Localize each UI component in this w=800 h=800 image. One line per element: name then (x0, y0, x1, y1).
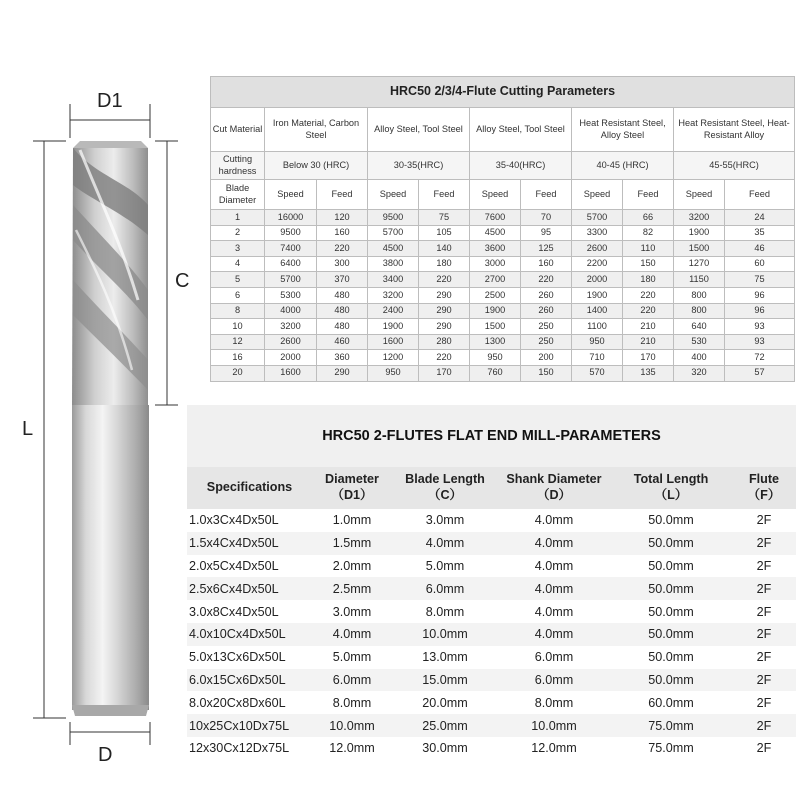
feed-cell: 72 (725, 350, 795, 366)
total-length-cell: 50.0mm (610, 646, 732, 669)
feed-cell: 290 (419, 319, 470, 335)
spec-cell: 8.0x20Cx8Dx60L (187, 691, 312, 714)
cut-material-label: Cut Material (211, 108, 265, 152)
feed-cell: 260 (521, 287, 572, 303)
feed-cell: 180 (623, 272, 674, 288)
diameter-cell: 3.0mm (312, 600, 392, 623)
feed-header: Feed (419, 180, 470, 210)
diameter-cell: 1.5mm (312, 532, 392, 555)
column-header (187, 467, 312, 509)
speed-cell: 2000 (572, 272, 623, 288)
l-label: L (22, 418, 34, 440)
speed-cell: 1600 (368, 334, 419, 350)
parameter-row (211, 225, 795, 241)
l-dimension-line (33, 141, 66, 718)
spec-cell: 5.0x13Cx6Dx50L (187, 646, 312, 669)
flute-cell: 2F (732, 600, 796, 623)
speed-cell: 2500 (470, 287, 521, 303)
blade-length-cell: 25.0mm (392, 714, 498, 737)
speed-cell: 1600 (265, 365, 317, 381)
table-row (187, 532, 796, 555)
speed-header: Speed (368, 180, 419, 210)
parameter-row (211, 319, 795, 335)
column-header (498, 467, 610, 509)
shank-diameter-cell: 8.0mm (498, 691, 610, 714)
table-row (187, 691, 796, 714)
speed-cell: 3400 (368, 272, 419, 288)
speed-cell: 3200 (265, 319, 317, 335)
material-cell: Iron Material, Carbon Steel (265, 108, 368, 152)
diameter-cell: 8.0mm (312, 691, 392, 714)
material-cell: Heat Resistant Steel, Alloy Steel (572, 108, 674, 152)
end-mill-parameters-table (187, 467, 796, 760)
feed-cell: 35 (725, 225, 795, 241)
total-length-cell: 50.0mm (610, 532, 732, 555)
blade-diameter-label: Blade Diameter (211, 180, 265, 210)
table-row (187, 600, 796, 623)
speed-cell: 800 (674, 303, 725, 319)
feed-cell: 93 (725, 319, 795, 335)
diameter-cell: 1.0mm (312, 509, 392, 532)
feed-cell: 290 (419, 287, 470, 303)
feed-cell: 135 (623, 365, 674, 381)
column-header-symbol: （L） (654, 488, 688, 502)
feed-cell: 220 (623, 287, 674, 303)
table-row (187, 509, 796, 532)
feed-cell: 210 (623, 319, 674, 335)
spec-cell: 1.0x3Cx4Dx50L (187, 509, 312, 532)
feed-cell: 24 (725, 210, 795, 226)
column-header (610, 467, 732, 509)
table-row (187, 714, 796, 737)
speed-cell: 2600 (265, 334, 317, 350)
feed-cell: 200 (521, 350, 572, 366)
feed-cell: 360 (317, 350, 368, 366)
shank-diameter-cell: 6.0mm (498, 646, 610, 669)
column-header-label: Shank Diameter (506, 472, 602, 487)
spec-cell: 1.5x4Cx4Dx50L (187, 532, 312, 555)
speed-header: Speed (674, 180, 725, 210)
blade-diameter-cell: 3 (211, 241, 265, 257)
total-length-cell: 50.0mm (610, 623, 732, 646)
flute-cell: 2F (732, 691, 796, 714)
speed-cell: 1900 (674, 225, 725, 241)
feed-cell: 210 (623, 334, 674, 350)
feed-header: Feed (521, 180, 572, 210)
table-row (187, 669, 796, 692)
feed-cell: 460 (317, 334, 368, 350)
parameter-row (211, 241, 795, 257)
column-header (732, 467, 796, 509)
flute-cell: 2F (732, 577, 796, 600)
shank-diameter-cell: 4.0mm (498, 532, 610, 555)
total-length-cell: 50.0mm (610, 669, 732, 692)
blade-length-cell: 6.0mm (392, 577, 498, 600)
cutting-parameters-table (210, 76, 795, 382)
feed-cell: 75 (725, 272, 795, 288)
d-dimension-line (70, 722, 150, 745)
speed-cell: 1900 (368, 319, 419, 335)
feed-cell: 250 (521, 319, 572, 335)
column-header-symbol: （D1） (331, 488, 373, 502)
blade-diameter-cell: 8 (211, 303, 265, 319)
speed-cell: 320 (674, 365, 725, 381)
speed-cell: 530 (674, 334, 725, 350)
speed-cell: 3200 (674, 210, 725, 226)
blade-diameter-cell: 4 (211, 256, 265, 272)
speed-cell: 7600 (470, 210, 521, 226)
speed-cell: 9500 (368, 210, 419, 226)
speed-cell: 2200 (572, 256, 623, 272)
flute-cell: 2F (732, 555, 796, 578)
speed-cell: 2400 (368, 303, 419, 319)
speed-cell: 3300 (572, 225, 623, 241)
speed-cell: 1500 (470, 319, 521, 335)
blade-length-cell: 8.0mm (392, 600, 498, 623)
flute-cell: 2F (732, 714, 796, 737)
feed-header: Feed (317, 180, 368, 210)
feed-cell: 60 (725, 256, 795, 272)
speed-cell: 760 (470, 365, 521, 381)
hardness-cell: Below 30 (HRC) (265, 152, 368, 180)
feed-cell: 290 (317, 365, 368, 381)
parameter-row (211, 334, 795, 350)
feed-cell: 75 (419, 210, 470, 226)
total-length-cell: 50.0mm (610, 600, 732, 623)
blade-diameter-cell: 20 (211, 365, 265, 381)
d-label: D (98, 744, 113, 766)
feed-header: Feed (623, 180, 674, 210)
parameter-row (211, 210, 795, 226)
shank-diameter-cell: 4.0mm (498, 577, 610, 600)
c-label: C (175, 270, 190, 292)
speed-cell: 1500 (674, 241, 725, 257)
end-mill-parameters-rows (187, 467, 796, 760)
diameter-cell: 10.0mm (312, 714, 392, 737)
blade-diameter-cell: 16 (211, 350, 265, 366)
diameter-cell: 4.0mm (312, 623, 392, 646)
column-header-symbol: （F） (747, 488, 781, 502)
column-header-symbol: （D） (536, 488, 572, 502)
hardness-cell: 40-45 (HRC) (572, 152, 674, 180)
flute-cell: 2F (732, 532, 796, 555)
spec-cell: 6.0x15Cx6Dx50L (187, 669, 312, 692)
speed-cell: 9500 (265, 225, 317, 241)
spec-cell: 2.0x5Cx4Dx50L (187, 555, 312, 578)
diameter-cell: 5.0mm (312, 646, 392, 669)
table-row (187, 577, 796, 600)
speed-cell: 950 (470, 350, 521, 366)
speed-cell: 5300 (265, 287, 317, 303)
hardness-cell: 30-35(HRC) (368, 152, 470, 180)
feed-cell: 110 (623, 241, 674, 257)
spec-cell: 2.5x6Cx4Dx50L (187, 577, 312, 600)
cutting-parameters-rows (211, 210, 795, 382)
speed-cell: 1900 (572, 287, 623, 303)
speed-cell: 16000 (265, 210, 317, 226)
blade-diameter-cell: 12 (211, 334, 265, 350)
hardness-cell: 35-40(HRC) (470, 152, 572, 180)
material-cell: Alloy Steel, Tool Steel (470, 108, 572, 152)
feed-cell: 105 (419, 225, 470, 241)
speed-header: Speed (572, 180, 623, 210)
feed-cell: 370 (317, 272, 368, 288)
speed-cell: 5700 (368, 225, 419, 241)
feed-cell: 57 (725, 365, 795, 381)
speed-cell: 2000 (265, 350, 317, 366)
speed-cell: 1300 (470, 334, 521, 350)
speed-cell: 4000 (265, 303, 317, 319)
spec-cell: 12x30Cx12Dx75L (187, 737, 312, 760)
speed-cell: 4500 (368, 241, 419, 257)
feed-cell: 480 (317, 303, 368, 319)
column-header (312, 467, 392, 509)
diameter-cell: 6.0mm (312, 669, 392, 692)
speed-cell: 1900 (470, 303, 521, 319)
feed-cell: 150 (521, 365, 572, 381)
flute-cell: 2F (732, 646, 796, 669)
speed-cell: 7400 (265, 241, 317, 257)
column-header-label: Blade Length (405, 472, 485, 487)
total-length-cell: 50.0mm (610, 577, 732, 600)
feed-cell: 96 (725, 303, 795, 319)
shank-diameter-cell: 4.0mm (498, 509, 610, 532)
feed-cell: 220 (419, 350, 470, 366)
hardness-label: Cutting hardness (211, 152, 265, 180)
speed-cell: 950 (368, 365, 419, 381)
tool-shank (72, 405, 149, 716)
header-row (187, 467, 796, 509)
column-header-label: Total Length (633, 472, 709, 487)
feed-cell: 120 (317, 210, 368, 226)
feed-cell: 220 (623, 303, 674, 319)
parameter-row (211, 303, 795, 319)
blade-length-cell: 13.0mm (392, 646, 498, 669)
parameter-row (211, 272, 795, 288)
feed-cell: 260 (521, 303, 572, 319)
speed-header: Speed (470, 180, 521, 210)
spec-cell: 10x25Cx10Dx75L (187, 714, 312, 737)
shank-diameter-cell: 4.0mm (498, 555, 610, 578)
speed-cell: 400 (674, 350, 725, 366)
blade-diameter-cell: 5 (211, 272, 265, 288)
table-row (187, 646, 796, 669)
feed-cell: 46 (725, 241, 795, 257)
speed-cell: 570 (572, 365, 623, 381)
speed-cell: 3600 (470, 241, 521, 257)
column-header-label: Flute (748, 472, 780, 487)
total-length-cell: 75.0mm (610, 714, 732, 737)
feed-cell: 220 (317, 241, 368, 257)
feed-cell: 250 (521, 334, 572, 350)
flute-cell: 2F (732, 737, 796, 760)
feed-cell: 170 (419, 365, 470, 381)
speed-cell: 1150 (674, 272, 725, 288)
blade-length-cell: 5.0mm (392, 555, 498, 578)
column-header (392, 467, 498, 509)
diameter-cell: 2.5mm (312, 577, 392, 600)
blade-diameter-cell: 1 (211, 210, 265, 226)
feed-cell: 95 (521, 225, 572, 241)
material-cell: Alloy Steel, Tool Steel (368, 108, 470, 152)
feed-cell: 280 (419, 334, 470, 350)
shank-diameter-cell: 12.0mm (498, 737, 610, 760)
hardness-cell: 45-55(HRC) (674, 152, 795, 180)
blade-length-cell: 30.0mm (392, 737, 498, 760)
column-header-label: Diameter (325, 472, 379, 487)
speed-cell: 3800 (368, 256, 419, 272)
end-mill-parameters-title: HRC50 2-FLUTES FLAT END MILL-PARAMETERS (187, 405, 796, 467)
speed-cell: 5700 (265, 272, 317, 288)
feed-cell: 70 (521, 210, 572, 226)
parameter-row (211, 287, 795, 303)
total-length-cell: 75.0mm (610, 737, 732, 760)
speed-cell: 3200 (368, 287, 419, 303)
flute-cell: 2F (732, 669, 796, 692)
feed-cell: 82 (623, 225, 674, 241)
parameter-row (211, 350, 795, 366)
speed-cell: 1200 (368, 350, 419, 366)
speed-cell: 640 (674, 319, 725, 335)
feed-cell: 480 (317, 319, 368, 335)
speed-cell: 800 (674, 287, 725, 303)
table-row (187, 737, 796, 760)
shank-diameter-cell: 4.0mm (498, 623, 610, 646)
feed-header: Feed (725, 180, 795, 210)
blade-length-cell: 4.0mm (392, 532, 498, 555)
feed-cell: 160 (317, 225, 368, 241)
spec-cell: 3.0x8Cx4Dx50L (187, 600, 312, 623)
diameter-cell: 12.0mm (312, 737, 392, 760)
table-row (187, 623, 796, 646)
d1-label: D1 (97, 90, 123, 112)
blade-length-cell: 20.0mm (392, 691, 498, 714)
speed-cell: 710 (572, 350, 623, 366)
feed-cell: 93 (725, 334, 795, 350)
total-length-cell: 50.0mm (610, 509, 732, 532)
feed-cell: 96 (725, 287, 795, 303)
shank-diameter-cell: 6.0mm (498, 669, 610, 692)
speed-cell: 1400 (572, 303, 623, 319)
blade-diameter-cell: 6 (211, 287, 265, 303)
speed-cell: 3000 (470, 256, 521, 272)
material-cell: Heat Resistant Steel, Heat-Resistant Alloy (674, 108, 795, 152)
cutting-parameters-title: HRC50 2/3/4-Flute Cutting Parameters (211, 77, 795, 108)
flute-cell: 2F (732, 509, 796, 532)
speed-cell: 6400 (265, 256, 317, 272)
column-header-symbol: （C） (427, 488, 463, 502)
feed-cell: 220 (521, 272, 572, 288)
shank-diameter-cell: 10.0mm (498, 714, 610, 737)
feed-cell: 170 (623, 350, 674, 366)
blade-diameter-cell: 2 (211, 225, 265, 241)
shank-diameter-cell: 4.0mm (498, 600, 610, 623)
column-header-label: Specifications (206, 480, 293, 495)
feed-cell: 66 (623, 210, 674, 226)
tool-flutes (72, 141, 148, 405)
blade-length-cell: 3.0mm (392, 509, 498, 532)
speed-cell: 4500 (470, 225, 521, 241)
parameter-row (211, 256, 795, 272)
parameter-row (211, 365, 795, 381)
total-length-cell: 60.0mm (610, 691, 732, 714)
feed-cell: 180 (419, 256, 470, 272)
speed-cell: 1270 (674, 256, 725, 272)
blade-diameter-cell: 10 (211, 319, 265, 335)
speed-cell: 2600 (572, 241, 623, 257)
spec-cell: 4.0x10Cx4Dx50L (187, 623, 312, 646)
feed-cell: 125 (521, 241, 572, 257)
diameter-cell: 2.0mm (312, 555, 392, 578)
flute-cell: 2F (732, 623, 796, 646)
speed-cell: 2700 (470, 272, 521, 288)
speed-cell: 1100 (572, 319, 623, 335)
end-mill-parameters-panel (187, 405, 796, 760)
blade-length-cell: 15.0mm (392, 669, 498, 692)
feed-cell: 300 (317, 256, 368, 272)
blade-length-cell: 10.0mm (392, 623, 498, 646)
speed-header: Speed (265, 180, 317, 210)
speed-cell: 5700 (572, 210, 623, 226)
total-length-cell: 50.0mm (610, 555, 732, 578)
feed-cell: 290 (419, 303, 470, 319)
feed-cell: 160 (521, 256, 572, 272)
table-row (187, 555, 796, 578)
feed-cell: 220 (419, 272, 470, 288)
speed-cell: 950 (572, 334, 623, 350)
feed-cell: 480 (317, 287, 368, 303)
feed-cell: 140 (419, 241, 470, 257)
feed-cell: 150 (623, 256, 674, 272)
